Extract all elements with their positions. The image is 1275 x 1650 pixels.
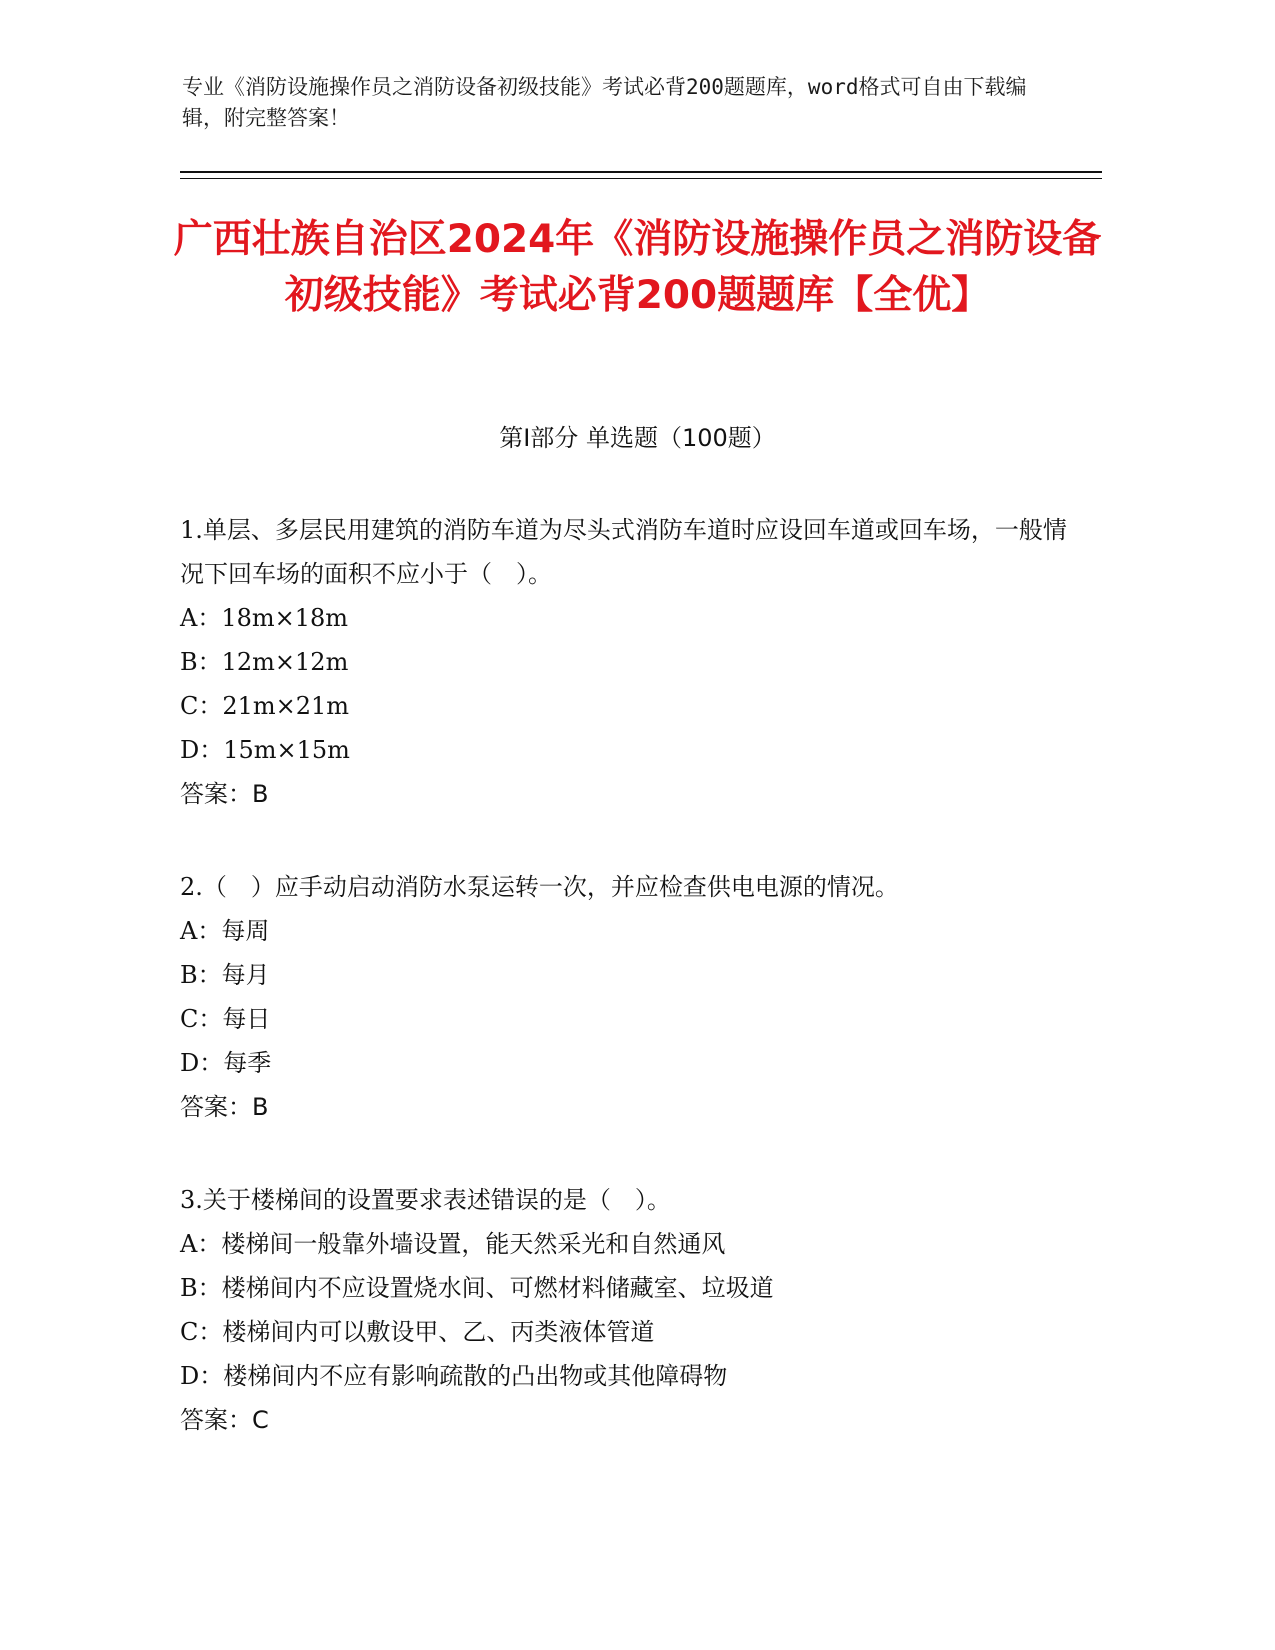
- option-c: C：21m×21m: [180, 692, 350, 720]
- answer: 答案：B: [180, 1093, 269, 1121]
- answer: 答案：C: [180, 1406, 269, 1434]
- option-b: B：楼梯间内不应设置烧水间、可燃材料储藏室、垃圾道: [180, 1274, 774, 1302]
- header-divider-thin: [180, 178, 1102, 179]
- question-stem: 2.（ ）应手动启动消防水泵运转一次，并应检查供电电源的情况。: [180, 873, 899, 901]
- option-c: C：每日: [180, 1005, 271, 1033]
- option-d: D：15m×15m: [180, 736, 350, 764]
- option-a: A：18m×18m: [180, 604, 349, 632]
- answer: 答案：B: [180, 780, 269, 808]
- section-heading: 第I部分 单选题（100题）: [499, 424, 776, 452]
- question-3: [180, 1178, 1080, 1442]
- question-stem: 1.单层、多层民用建筑的消防车道为尽头式消防车道时应设回车道或回车场，一般情况下回车场的面积不应小于（ ）。: [180, 516, 1067, 588]
- option-b: B：12m×12m: [180, 648, 349, 676]
- question-stem: 3.关于楼梯间的设置要求表述错误的是（ ）。: [180, 1186, 671, 1214]
- question-2: [180, 865, 1080, 1129]
- question-list: [180, 508, 1080, 1491]
- option-c: C：楼梯间内可以敷设甲、乙、丙类液体管道: [180, 1318, 655, 1346]
- option-a: A：每周: [180, 917, 270, 945]
- option-b: B：每月: [180, 961, 270, 989]
- header-divider: [180, 171, 1102, 173]
- option-a: A：楼梯间一般靠外墙设置，能天然采光和自然通风: [180, 1230, 726, 1258]
- header-note: 专业《消防设施操作员之消防设备初级技能》考试必背200题题库，word格式可自由下载编辑，附完整答案！: [182, 75, 1027, 130]
- question-1: [180, 508, 1080, 816]
- option-d: D：楼梯间内不应有影响疏散的凸出物或其他障碍物: [180, 1362, 728, 1390]
- option-d: D：每季: [180, 1049, 272, 1077]
- document-title: 广西壮族自治区2024年《消防设施操作员之消防设备初级技能》考试必背200题题库【全优】: [173, 217, 1102, 318]
